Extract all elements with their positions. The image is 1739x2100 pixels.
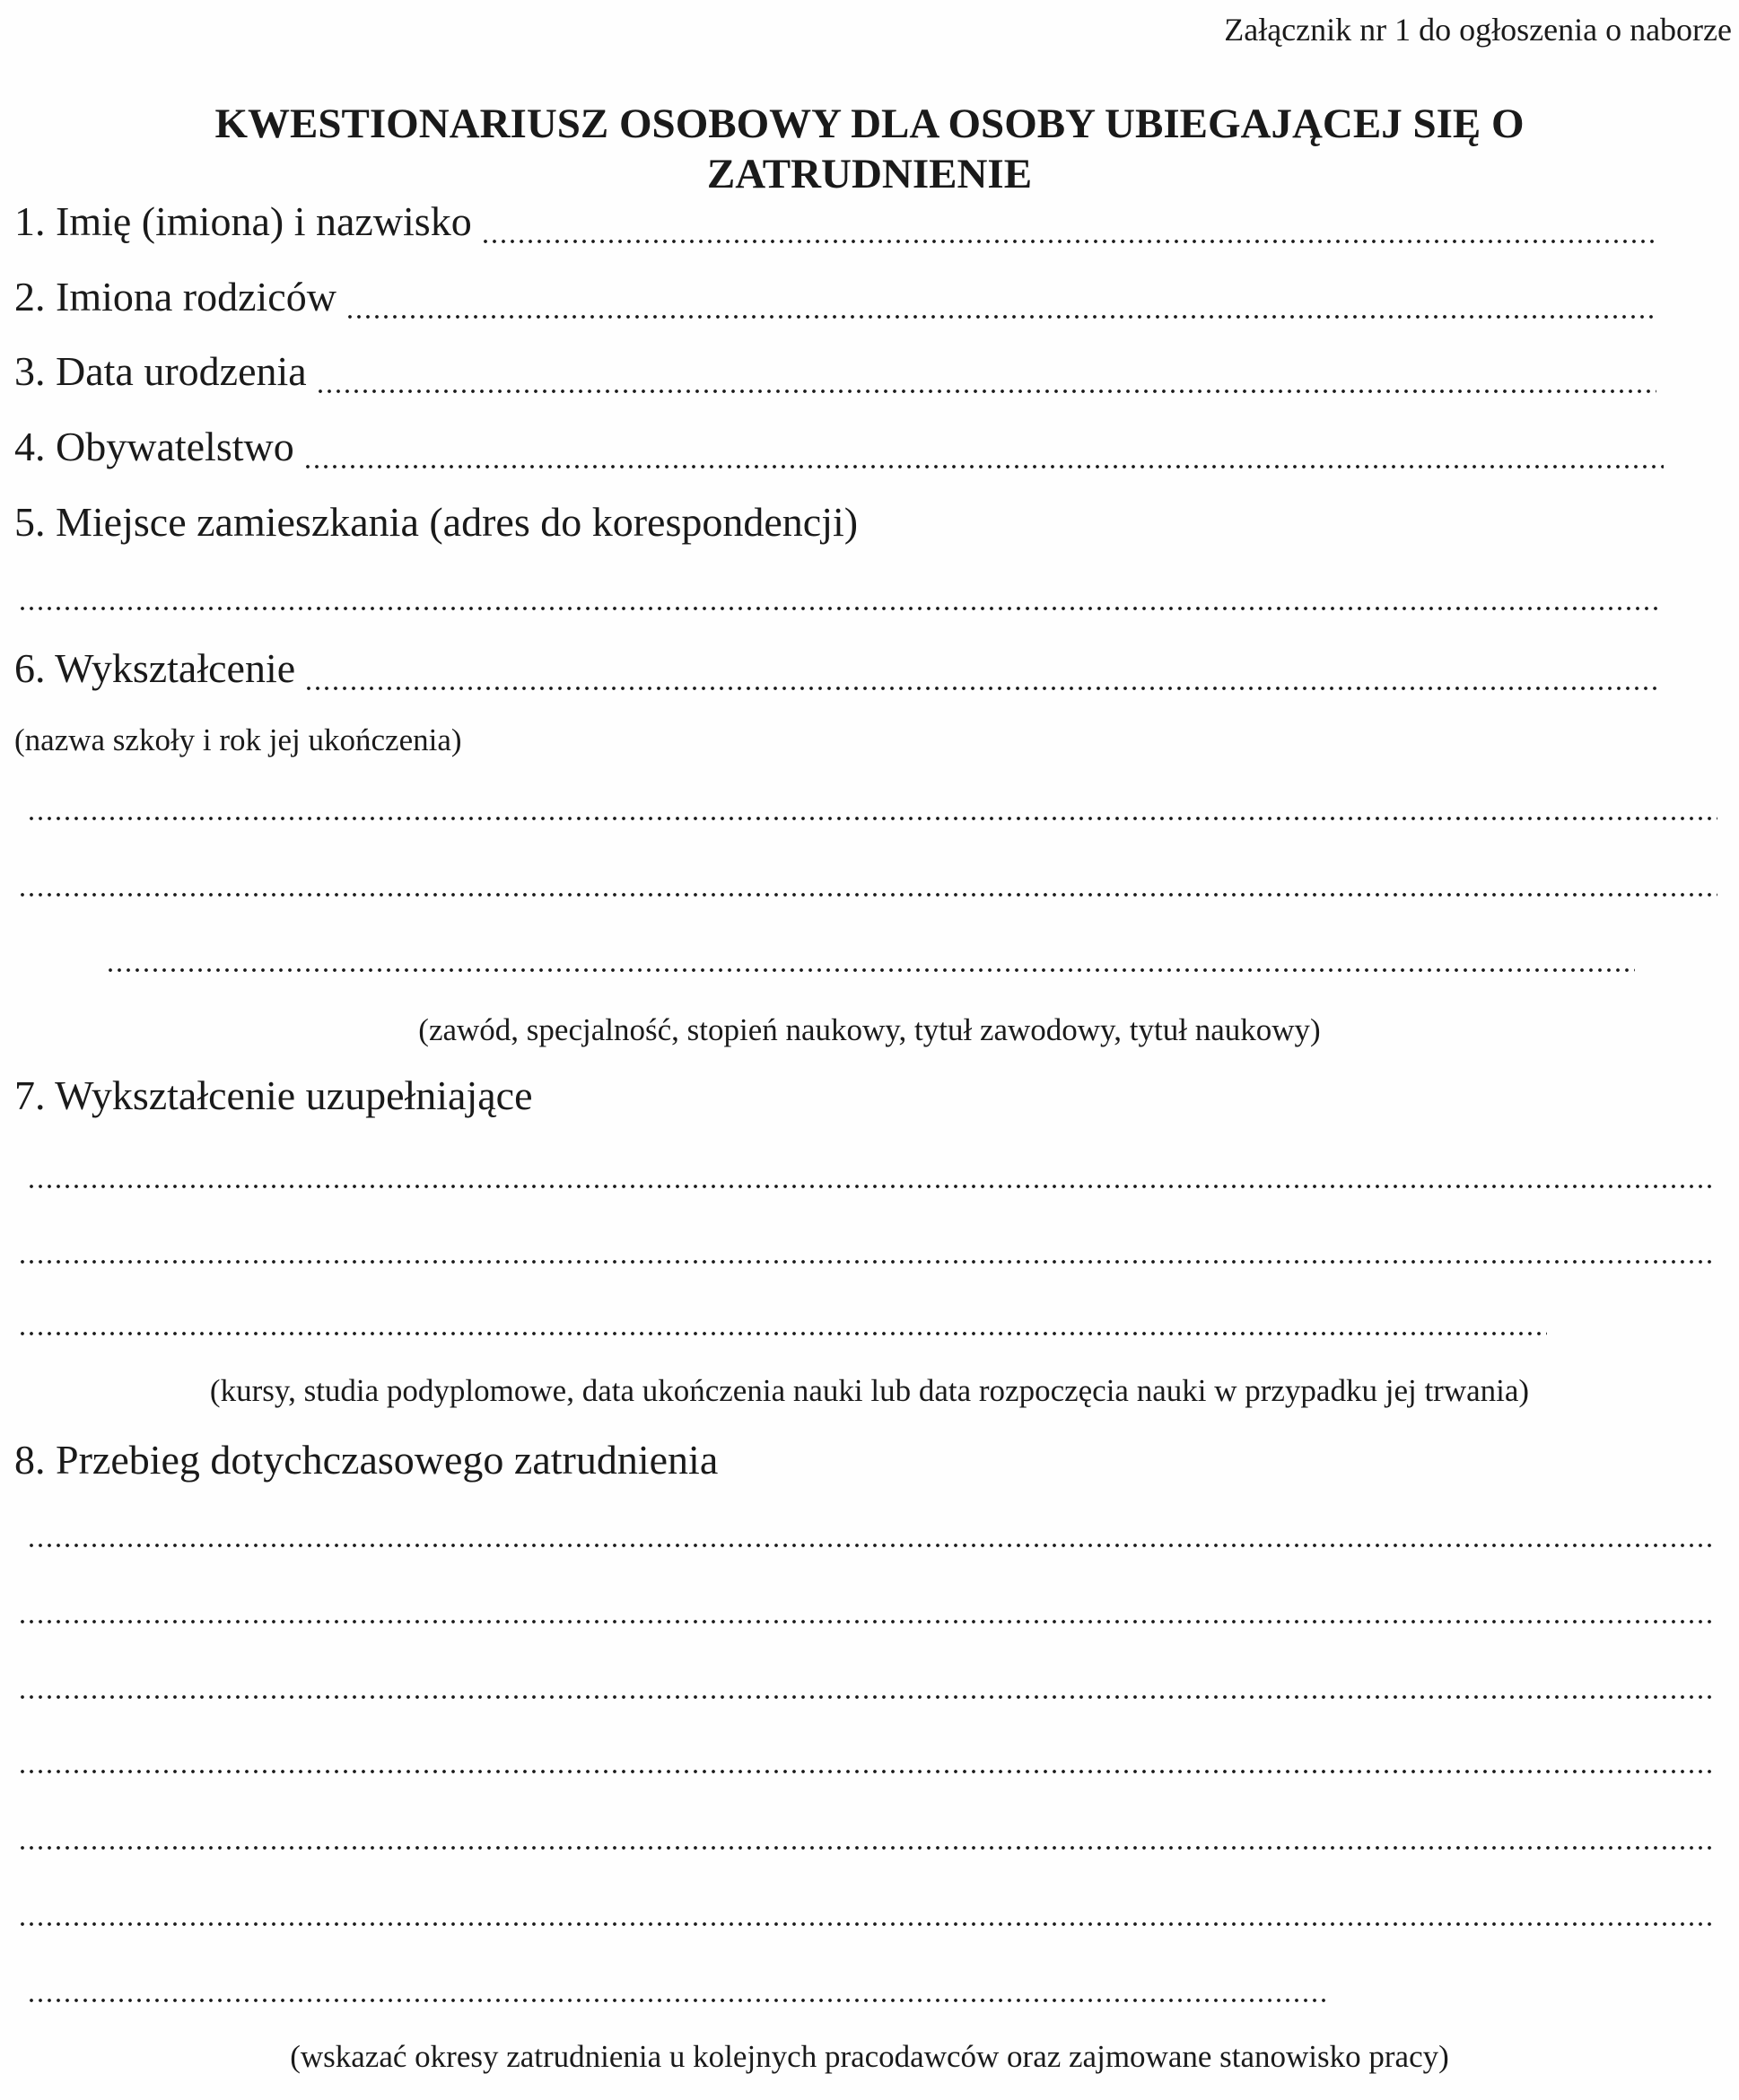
- field-education-caption: (zawód, specjalność, stopień naukowy, tytuł zawodowy, tytuł naukowy): [418, 1012, 1321, 1047]
- field-employment-caption: (wskazać okresy zatrudnienia u kolejnych pracodawców oraz zajmowane stanowisko pracy): [290, 2039, 1449, 2074]
- field-education-input[interactable]: [304, 661, 1656, 692]
- field-additional-education-caption: (kursy, studia podyplomowe, data ukończenia nauki lub data rozpoczęcia nauki w przypadku jej trwania): [209, 1373, 1530, 1408]
- field-employment-line-5[interactable]: [18, 1844, 1716, 1851]
- field-citizenship-label: 4. Obywatelstwo: [14, 424, 294, 469]
- field-employment-line-1[interactable]: [27, 1542, 1716, 1549]
- field-name-row: [14, 197, 1656, 245]
- field-employment-line-7[interactable]: [27, 1997, 1326, 2004]
- field-parents-label: 2. Imiona rodziców: [14, 274, 336, 319]
- field-parents-input[interactable]: [345, 290, 1656, 320]
- field-employment-line-4[interactable]: [18, 1768, 1716, 1775]
- field-employment-line-3[interactable]: [18, 1693, 1716, 1701]
- field-address-label: 5. Miejsce zamieszkania (adres do korespondencji): [14, 499, 859, 545]
- field-parents-row: [14, 273, 1656, 320]
- field-additional-education-line-3[interactable]: [18, 1330, 1547, 1337]
- field-employment-line-2[interactable]: [18, 1618, 1716, 1625]
- field-education-line-2[interactable]: [18, 891, 1717, 898]
- form-title-line-1: KWESTIONARIUSZ OSOBOWY DLA OSOBY UBIEGAJĄCEJ SIĘ O: [214, 101, 1525, 147]
- form-title-line-2: ZATRUDNIENIE: [706, 151, 1033, 197]
- field-address-input[interactable]: [18, 605, 1660, 612]
- field-employment-label: 8. Przebieg dotychczasowego zatrudnienia: [14, 1437, 719, 1483]
- field-birthdate-label: 3. Data urodzenia: [14, 348, 307, 394]
- field-birthdate-input[interactable]: [316, 364, 1656, 395]
- field-additional-education-line-2[interactable]: [18, 1258, 1716, 1265]
- attachment-note: Załącznik nr 1 do ogłoszenia o naborze: [1224, 12, 1732, 48]
- field-birthdate-row: [14, 347, 1656, 395]
- field-education-row: [14, 644, 1656, 692]
- field-additional-education-line-1[interactable]: [27, 1183, 1716, 1190]
- form-title: [0, 99, 1739, 199]
- field-citizenship-row: [14, 423, 1664, 470]
- field-education-note: (nazwa szkoły i rok jej ukończenia): [14, 722, 462, 757]
- field-education-line-3[interactable]: [106, 967, 1635, 974]
- field-employment-line-6[interactable]: [18, 1921, 1716, 1928]
- field-additional-education-label: 7. Wykształcenie uzupełniające: [14, 1072, 533, 1118]
- field-education-line-1[interactable]: [27, 815, 1717, 822]
- field-education-label: 6. Wykształcenie: [14, 645, 296, 691]
- field-name-label: 1. Imię (imiona) i nazwisko: [14, 198, 472, 244]
- field-citizenship-input[interactable]: [303, 440, 1664, 470]
- field-name-input[interactable]: [481, 214, 1656, 245]
